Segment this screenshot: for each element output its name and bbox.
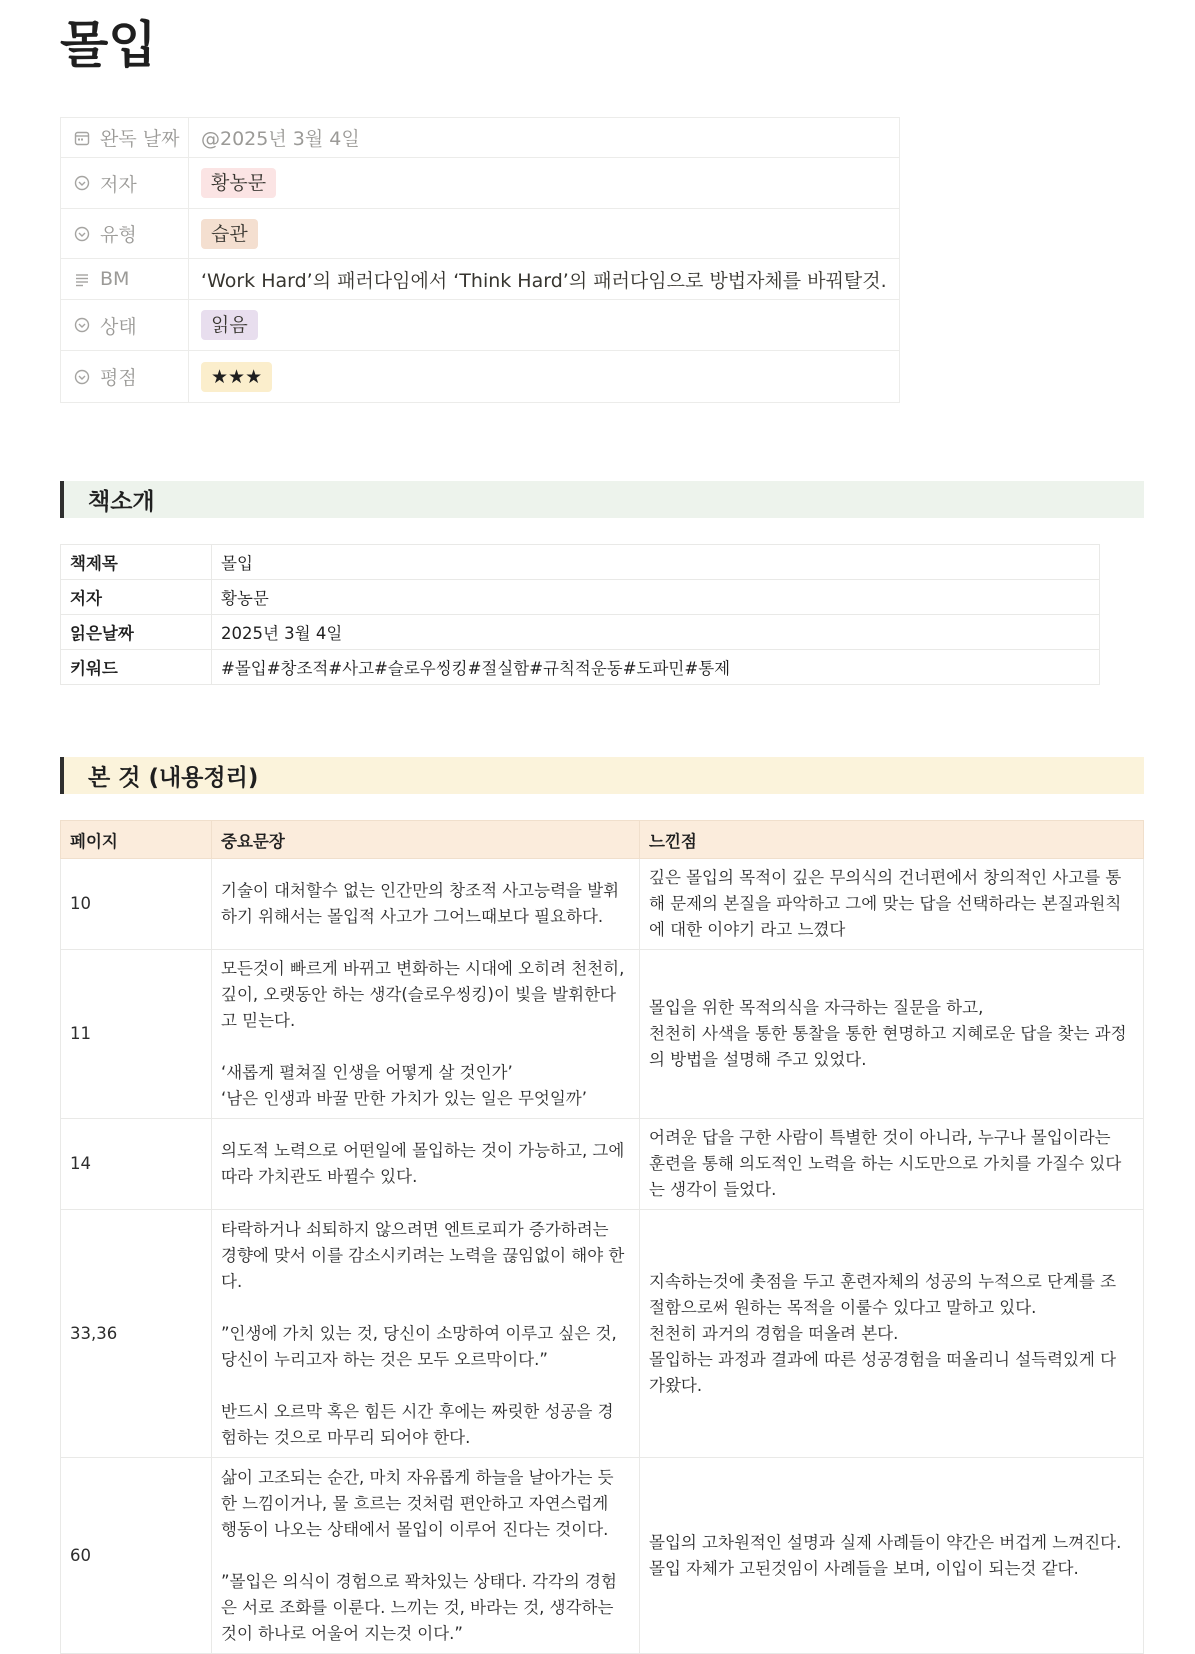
property-value-wrap [189,300,899,350]
sentence-cell[interactable]: 모든것이 빠르게 바뀌고 변화하는 시대에 오히려 천천히, 깊이, 오랫동안 하는 생각(슬로우씽킹)이 빛을 발휘한다 고 믿는다. ‘새롭게 펼쳐질 인생을 어떻게 살 것인가’ ‘남은 인생과 바꿀 만한 가치가 있는 일은 무엇일까’ [212,950,640,1119]
properties-panel [60,117,900,403]
table-row [61,545,1100,580]
column-header-sentence[interactable]: 중요문장 [212,821,640,859]
table-row [61,615,1100,650]
page-cell[interactable]: 33,36 [61,1210,212,1458]
property-value-wrap [189,351,899,402]
table-row [61,1458,1144,1654]
property-key [61,351,189,402]
property-row-status[interactable] [61,300,899,351]
page-title[interactable]: 몰입 [60,16,157,74]
table-row [61,859,1144,950]
sentence-cell[interactable]: 의도적 노력으로 어떤일에 몰입하는 것이 가능하고, 그에 따라 가치관도 바뀔수 있다. [212,1119,640,1210]
thought-cell[interactable]: 어려운 답을 구한 사람이 특별한 것이 아니라, 누구나 몰입이라는 훈련을 통해 의도적인 노력을 하는 시도만으로 가치를 가질수 있다 는 생각이 들었다. [640,1119,1144,1210]
table-cell-value[interactable]: #몰입#창조적#사고#슬로우씽킹#절실함#규칙적운동#도파민#통제 [212,650,1100,685]
select-icon [73,368,91,386]
select-icon [73,225,91,243]
status-tag[interactable]: 읽음 [201,310,258,340]
table-header-row [61,821,1144,859]
column-header-thought[interactable]: 느낀점 [640,821,1144,859]
property-key-label: BM [100,268,130,290]
property-key-label: 완독 날짜 [100,128,180,150]
select-icon [73,316,91,334]
table-row [61,1119,1144,1210]
select-icon [73,174,91,192]
page-cell[interactable]: 14 [61,1119,212,1210]
notes-table [60,820,1144,1654]
property-value-wrap [189,209,899,258]
table-cell-value[interactable]: 황농문 [212,580,1100,615]
table-cell-key: 책제목 [61,545,212,580]
thought-cell[interactable]: 몰입의 고차원적인 설명과 실제 사례들이 약간은 버겁게 느껴진다. 몰입 자체가 고된것임이 사례들을 보며, 이입이 되는것 같다. [640,1458,1144,1654]
table-cell-key: 읽은날짜 [61,615,212,650]
property-key-label: 상태 [100,315,137,338]
sentence-cell[interactable]: 기술이 대처할수 없는 인간만의 창조적 사고능력을 발휘 하기 위해서는 몰입적 사고가 그어느때보다 필요하다. [212,859,640,950]
page-cell[interactable]: 10 [61,859,212,950]
property-value-date[interactable]: @2025년 3월 4일 [201,128,360,150]
property-key [61,259,189,299]
property-key-label: 저자 [100,173,137,196]
property-key [61,158,189,208]
property-value-bm[interactable]: ‘Work Hard’의 패러다임에서 ‘Think Hard’의 패러다임으로 방법자체를 바꿔탈것. [201,269,887,292]
property-row-rating[interactable] [61,351,899,402]
type-tag[interactable]: 습관 [201,219,258,249]
table-row [61,1210,1144,1458]
property-row-author[interactable] [61,158,899,209]
property-key-label: 평점 [100,367,137,389]
property-value-wrap [189,158,899,208]
section-heading-intro: 책소개 [60,481,1144,518]
section-heading-notes: 본 것 (내용정리) [60,757,1144,794]
sentence-cell[interactable]: 삶이 고조되는 순간, 마치 자유롭게 하늘을 날아가는 듯 한 느낌이거나, 물 흐르는 것처럼 편안하고 자연스럽게 행동이 나오는 상태에서 몰입이 이루어 진다는 것이다. ”몰입은 의식이 경험으로 꽉차있는 상태다. 각각의 경험 은 서로 조화를 이룬다. 느끼는 것, 바라는 것, 생각하는 것이 하나로 어울어 지는것 이다.” [212,1458,640,1654]
thought-cell[interactable]: 지속하는것에 촛점을 두고 훈련자체의 성공의 누적으로 단계를 조 절함으로써 원하는 목적을 이룰수 있다고 말하고 있다. 천천히 과거의 경험을 떠올려 본다. 몰입하는 과정과 결과에 따른 성공경험을 떠올리니 설득력있게 다 가왔다. [640,1210,1144,1458]
calendar-icon [73,129,91,147]
author-tag[interactable]: 황농문 [201,168,276,198]
text-icon [73,270,91,288]
book-info-table [60,544,1100,685]
property-row-bm[interactable] [61,259,899,300]
property-key [61,118,189,157]
property-key-label: 유형 [100,224,137,246]
thought-cell[interactable]: 몰입을 위한 목적의식을 자극하는 질문을 하고, 천천히 사색을 통한 통찰을 통한 현명하고 지혜로운 답을 찾는 과정 의 방법을 설명해 주고 있었다. [640,950,1144,1119]
thought-cell[interactable]: 깊은 몰입의 목적이 깊은 무의식의 건너편에서 창의적인 사고를 통 해 문제의 본질을 파악하고 그에 맞는 답을 선택하라는 본질과원칙 에 대한 이야기 라고 느꼈다 [640,859,1144,950]
property-key [61,209,189,258]
property-row-type[interactable] [61,209,899,259]
property-row-date[interactable] [61,118,899,158]
page-cell[interactable]: 11 [61,950,212,1119]
rating-tag[interactable]: ★★★ [201,362,272,392]
table-row [61,580,1100,615]
property-key [61,300,189,350]
table-cell-value[interactable]: 몰입 [212,545,1100,580]
table-row [61,650,1100,685]
table-row [61,950,1144,1119]
sentence-cell[interactable]: 타락하거나 쇠퇴하지 않으려면 엔트로피가 증가하려는 경향에 맞서 이를 감소시키려는 노력을 끊임없이 해야 한 다. ”인생에 가치 있는 것, 당신이 소망하여 이루고 싶은 것, 당신이 누리고자 하는 것은 모두 오르막이다.” 반드시 오르막 혹은 힘든 시간 후에는 짜릿한 성공을 경 험하는 것으로 마무리 되어야 한다. [212,1210,640,1458]
table-cell-key: 키워드 [61,650,212,685]
table-cell-value[interactable]: 2025년 3월 4일 [212,615,1100,650]
page-cell[interactable]: 60 [61,1458,212,1654]
column-header-page[interactable]: 페이지 [61,821,212,859]
table-cell-key: 저자 [61,580,212,615]
